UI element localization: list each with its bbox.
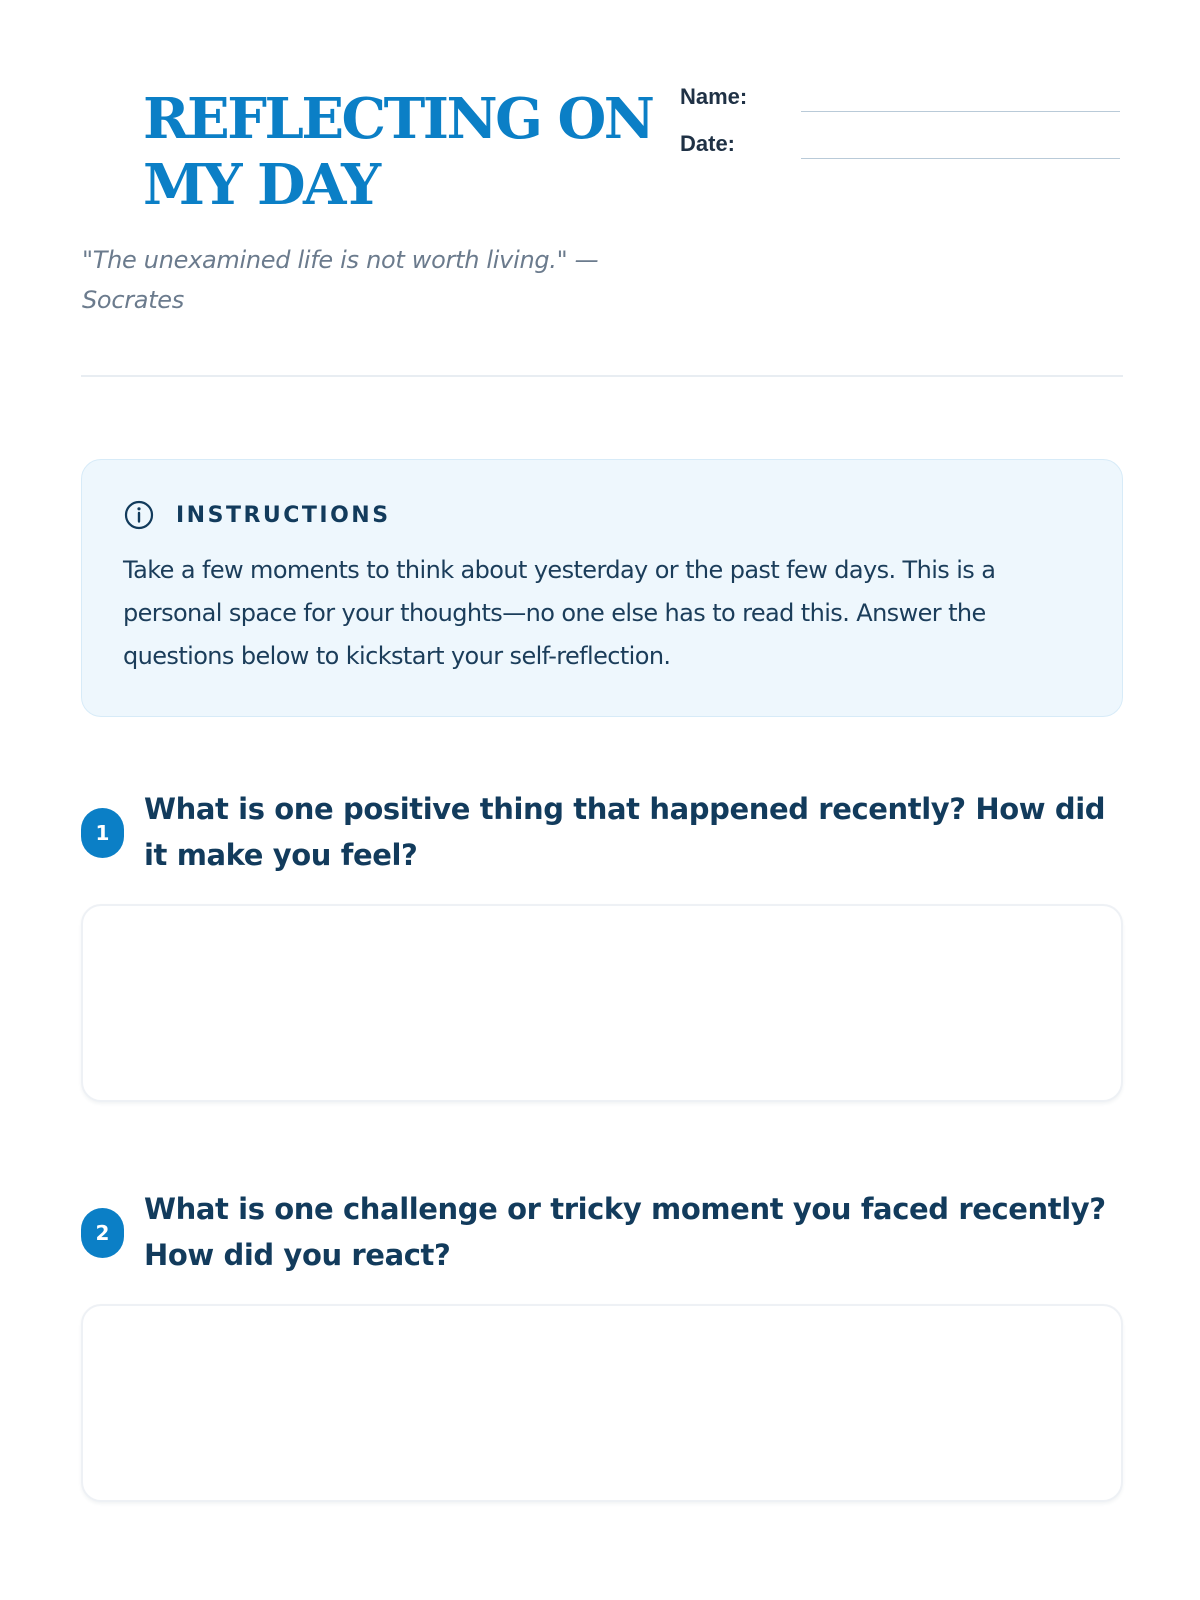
question-number-badge: 1 [81, 808, 124, 858]
page-title [143, 86, 663, 218]
title-line-1: REFLECTING ON [143, 86, 653, 152]
date-field[interactable] [801, 158, 1120, 159]
instructions-title: INSTRUCTIONS [176, 502, 391, 528]
quote-line-2: Socrates [82, 286, 184, 314]
quote-line-1: "The unexamined life is not worth living." — [82, 246, 599, 274]
header-divider [81, 375, 1123, 377]
instructions-box [81, 459, 1123, 717]
question-text: What is one challenge or tricky moment you faced recently? How did you react? [144, 1192, 1106, 1272]
date-label: Date: [680, 131, 736, 156]
name-field[interactable] [801, 111, 1120, 112]
name-row [680, 80, 1120, 127]
question-number-badge: 2 [81, 1208, 124, 1258]
title-line-2: MY DAY [143, 152, 379, 218]
answer-box[interactable] [81, 1304, 1123, 1502]
answer-box[interactable] [81, 904, 1123, 1102]
date-row [680, 127, 1120, 174]
info-icon [124, 500, 154, 530]
student-info [680, 80, 1120, 174]
question-text: What is one positive thing that happened recently? How did it make you feel? [144, 792, 1106, 872]
instructions-body: Take a few moments to think about yesterday or the past few days. This is a personal space for your thoughts—no one else has to read this. Answer the questions below to kickstart your self-reflection. [123, 556, 996, 670]
name-label: Name: [680, 84, 748, 109]
quote [82, 240, 662, 320]
instructions-header [124, 500, 391, 530]
